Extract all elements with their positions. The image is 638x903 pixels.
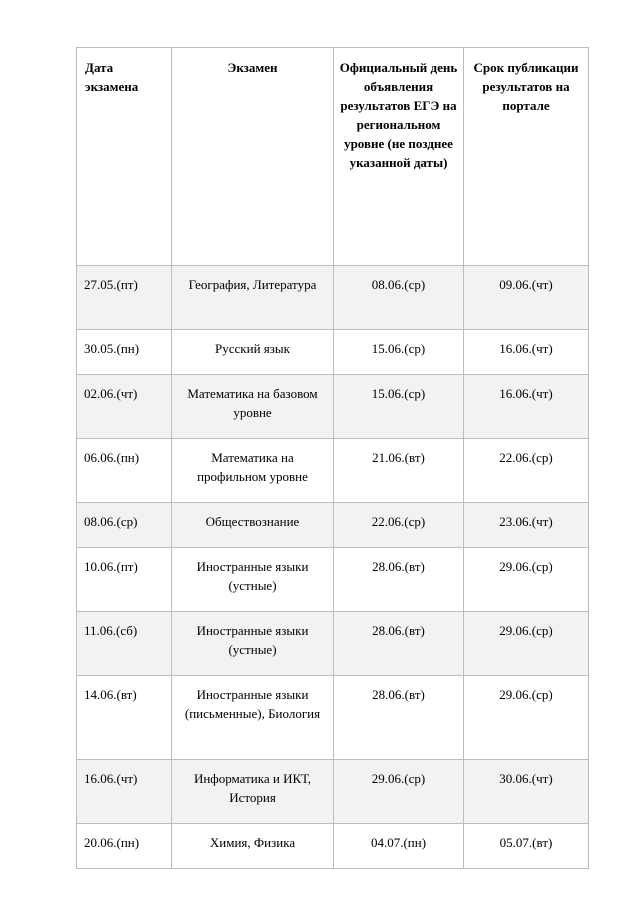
header-row xyxy=(77,48,589,266)
cell-publish: 09.06.(чт) xyxy=(464,266,589,330)
cell-official: 21.06.(вт) xyxy=(334,439,464,503)
cell-exam: Иностранные языки (устные) xyxy=(172,548,334,612)
table-row xyxy=(77,548,589,612)
table-row xyxy=(77,375,589,439)
cell-date: 14.06.(вт) xyxy=(77,676,172,760)
table-row xyxy=(77,503,589,548)
cell-official: 22.06.(ср) xyxy=(334,503,464,548)
header-date: Дата экзамена xyxy=(77,48,172,266)
cell-publish: 16.06.(чт) xyxy=(464,375,589,439)
table-row xyxy=(77,330,589,375)
cell-exam: Информатика и ИКТ, История xyxy=(172,760,334,824)
table-row xyxy=(77,612,589,676)
cell-date: 10.06.(пт) xyxy=(77,548,172,612)
cell-official: 28.06.(вт) xyxy=(334,612,464,676)
cell-publish: 16.06.(чт) xyxy=(464,330,589,375)
cell-publish: 29.06.(ср) xyxy=(464,548,589,612)
cell-date: 27.05.(пт) xyxy=(77,266,172,330)
cell-date: 30.05.(пн) xyxy=(77,330,172,375)
cell-publish: 29.06.(ср) xyxy=(464,612,589,676)
table-row xyxy=(77,824,589,869)
cell-publish: 05.07.(вт) xyxy=(464,824,589,869)
cell-official: 28.06.(вт) xyxy=(334,548,464,612)
cell-official: 29.06.(ср) xyxy=(334,760,464,824)
cell-date: 02.06.(чт) xyxy=(77,375,172,439)
cell-exam: Русский язык xyxy=(172,330,334,375)
cell-publish: 22.06.(ср) xyxy=(464,439,589,503)
cell-exam: Обществознание xyxy=(172,503,334,548)
cell-publish: 30.06.(чт) xyxy=(464,760,589,824)
cell-exam: Химия, Физика xyxy=(172,824,334,869)
exam-schedule-table xyxy=(76,47,589,869)
cell-official: 15.06.(ср) xyxy=(334,330,464,375)
cell-exam: География, Литература xyxy=(172,266,334,330)
cell-official: 08.06.(ср) xyxy=(334,266,464,330)
header-exam: Экзамен xyxy=(172,48,334,266)
cell-date: 08.06.(ср) xyxy=(77,503,172,548)
cell-date: 06.06.(пн) xyxy=(77,439,172,503)
cell-official: 04.07.(пн) xyxy=(334,824,464,869)
table-row xyxy=(77,676,589,760)
cell-exam: Математика на профильном уровне xyxy=(172,439,334,503)
cell-date: 11.06.(сб) xyxy=(77,612,172,676)
cell-exam: Математика на базовом уровне xyxy=(172,375,334,439)
cell-exam: Иностранные языки (устные) xyxy=(172,612,334,676)
cell-date: 16.06.(чт) xyxy=(77,760,172,824)
table-row xyxy=(77,760,589,824)
table-row xyxy=(77,266,589,330)
cell-official: 28.06.(вт) xyxy=(334,676,464,760)
cell-exam: Иностранные языки (письменные), Биология xyxy=(172,676,334,760)
header-publication: Срок публикации результатов на портале xyxy=(464,48,589,266)
header-official-day: Официальный день объявления результатов ЕГЭ на региональном уровне (не позднее указанной даты) xyxy=(334,48,464,266)
cell-official: 15.06.(ср) xyxy=(334,375,464,439)
cell-publish: 23.06.(чт) xyxy=(464,503,589,548)
cell-publish: 29.06.(ср) xyxy=(464,676,589,760)
cell-date: 20.06.(пн) xyxy=(77,824,172,869)
table-row xyxy=(77,439,589,503)
